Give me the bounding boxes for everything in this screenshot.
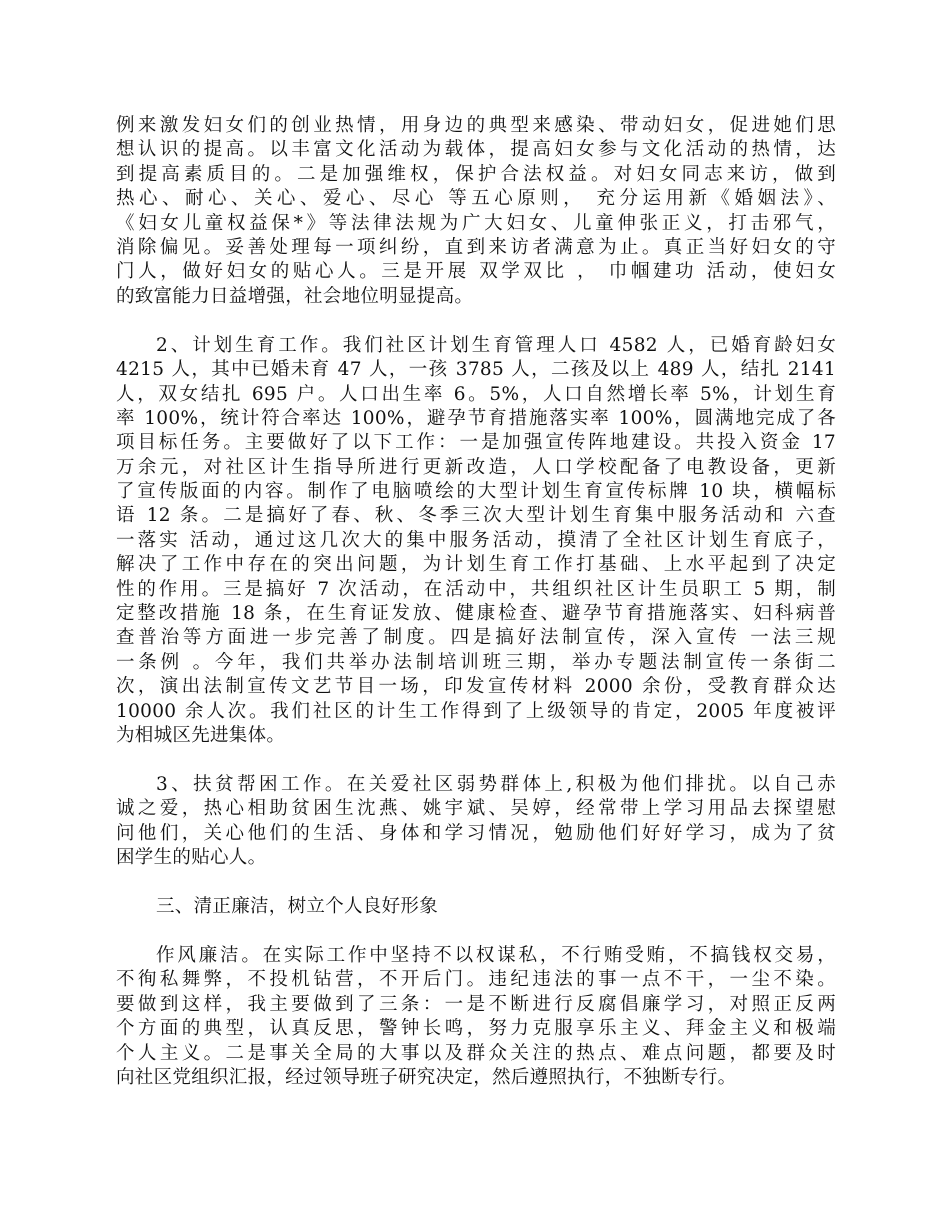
section-title: 三、清正廉洁，树立个人良好形象 <box>156 896 439 918</box>
text-line: 问他们，关心他们的生活、身体和学习情况，勉励他们好好学习，成为了贫 <box>116 822 836 844</box>
text-line: 人，双女结扎 695 户。人口出生率 6。5%，人口自然增长率 5%，计划生育 <box>116 383 836 405</box>
text-line: 困学生的贴心人。 <box>116 847 267 869</box>
text-line: 解决了工作中存在的突出问题，为计划生育工作打基础、上水平起到了决定 <box>116 554 836 576</box>
text-line: 10000 余人次。我们社区的计生工作得到了上级领导的肯定，2005 年度被评 <box>116 700 836 722</box>
text-line: 率 100%，统计符合率达 100%，避孕节育措施落实率 100%，圆满地完成了各 <box>116 407 836 429</box>
text-line: 消除偏见。妥善处理每一项纠纷，直到来访者满意为止。真正当好妇女的守 <box>116 236 836 258</box>
text-line: 次，演出法制宣传文艺节目一场，印发宣传材料 2000 余份，受教育群众达 <box>116 676 836 698</box>
text-line: 诚之爱，热心相助贫困生沈燕、姚宇斌、吴婷，经常带上学习用品去探望慰 <box>116 798 836 820</box>
text-line: 语 12 条。二是搞好了春、秋、冬季三次大型计划生育集中服务活动和 六查 <box>116 505 836 527</box>
text-line: 2、计划生育工作。我们社区计划生育管理人口 4582 人，已婚育龄妇女 <box>156 334 836 356</box>
text-line: 不徇私舞弊，不投机钻营，不开后门。违纪违法的事一点不干，一尘不染。 <box>116 969 836 991</box>
paragraph-poverty-aid <box>116 773 836 871</box>
text-line: 4215 人，其中已婚未育 47 人，一孩 3785 人，二孩及以上 489 人，结扎 2141 <box>116 359 836 381</box>
text-line: 一落实 活动，通过这几次大的集中服务活动，摸清了全社区计划生育底子， <box>116 529 836 551</box>
text-line: 要做到这样，我主要做到了三条：一是不断进行反腐倡廉学习，对照正反两 <box>116 993 836 1015</box>
paragraph-integrity <box>116 944 836 1090</box>
text-line: 为相城区先进集体。 <box>116 724 286 746</box>
text-line: 向社区党组织汇报，经过领导班子研究决定，然后遵照执行，不独断专行。 <box>116 1067 737 1089</box>
text-line: 一条例 。今年，我们共举办法制培训班三期，举办专题法制宣传一条街二 <box>116 651 836 673</box>
text-line: 想认识的提高。以丰富文化活动为载体，提高妇女参与文化活动的热情，达 <box>116 139 836 161</box>
text-line: 例来激发妇女们的创业热情，用身边的典型来感染、带动妇女，促进她们思 <box>116 115 836 136</box>
text-line: 《妇女儿童权益保*》等法律法规为广大妇女、儿童伸张正义，打击邪气， <box>116 212 836 234</box>
text-line: 的致富能力日益增强，社会地位明显提高。 <box>116 285 474 307</box>
text-line: 作风廉洁。在实际工作中坚持不以权谋私，不行贿受贿，不搞钱权交易， <box>156 945 836 967</box>
paragraph-women-work <box>116 114 836 309</box>
paragraph-gap <box>116 871 836 896</box>
text-line: 热心、耐心、关心、爱心、尽心 等五心原则， 充分运用新《婚姻法》、 <box>116 188 836 210</box>
text-line: 门人，做好妇女的贴心人。三是开展 双学双比 ， 巾帼建功 活动，使妇女 <box>116 261 836 283</box>
text-line: 了宣传版面的内容。制作了电脑喷绘的大型计划生育宣传标牌 10 块，横幅标 <box>116 481 836 503</box>
text-line: 项目标任务。主要做好了以下工作：一是加强宣传阵地建设。共投入资金 17 <box>116 432 836 454</box>
text-line: 查普治等方面进一步完善了制度。四是搞好法制宣传，深入宣传 一法三规 <box>116 627 836 649</box>
section-heading <box>116 895 836 919</box>
document-page <box>116 114 836 1090</box>
text-line: 个方面的典型，认真反思，警钟长鸣，努力克服享乐主义、拜金主义和极端 <box>116 1018 836 1040</box>
paragraph-gap <box>116 748 836 773</box>
text-line: 万余元，对社区计生指导所进行更新改造，人口学校配备了电教设备，更新 <box>116 456 836 478</box>
text-line: 定整改措施 18 条，在生育证发放、健康检查、避孕节育措施落实、妇科病普 <box>116 603 836 625</box>
paragraph-family-planning <box>116 334 836 749</box>
text-line: 到提高素质目的。二是加强维权，保护合法权益。对妇女同志来访，做到 <box>116 163 836 185</box>
text-line: 性的作用。三是搞好 7 次活动，在活动中，共组织社区计生员职工 5 期，制 <box>116 578 836 600</box>
paragraph-gap <box>116 309 836 334</box>
text-line: 个人主义。二是事关全局的大事以及群众关注的热点、难点问题，都要及时 <box>116 1042 836 1064</box>
text-line: 3、扶贫帮困工作。在关爱社区弱势群体上,积极为他们排扰。以自己赤 <box>156 773 836 795</box>
paragraph-gap <box>116 920 836 945</box>
